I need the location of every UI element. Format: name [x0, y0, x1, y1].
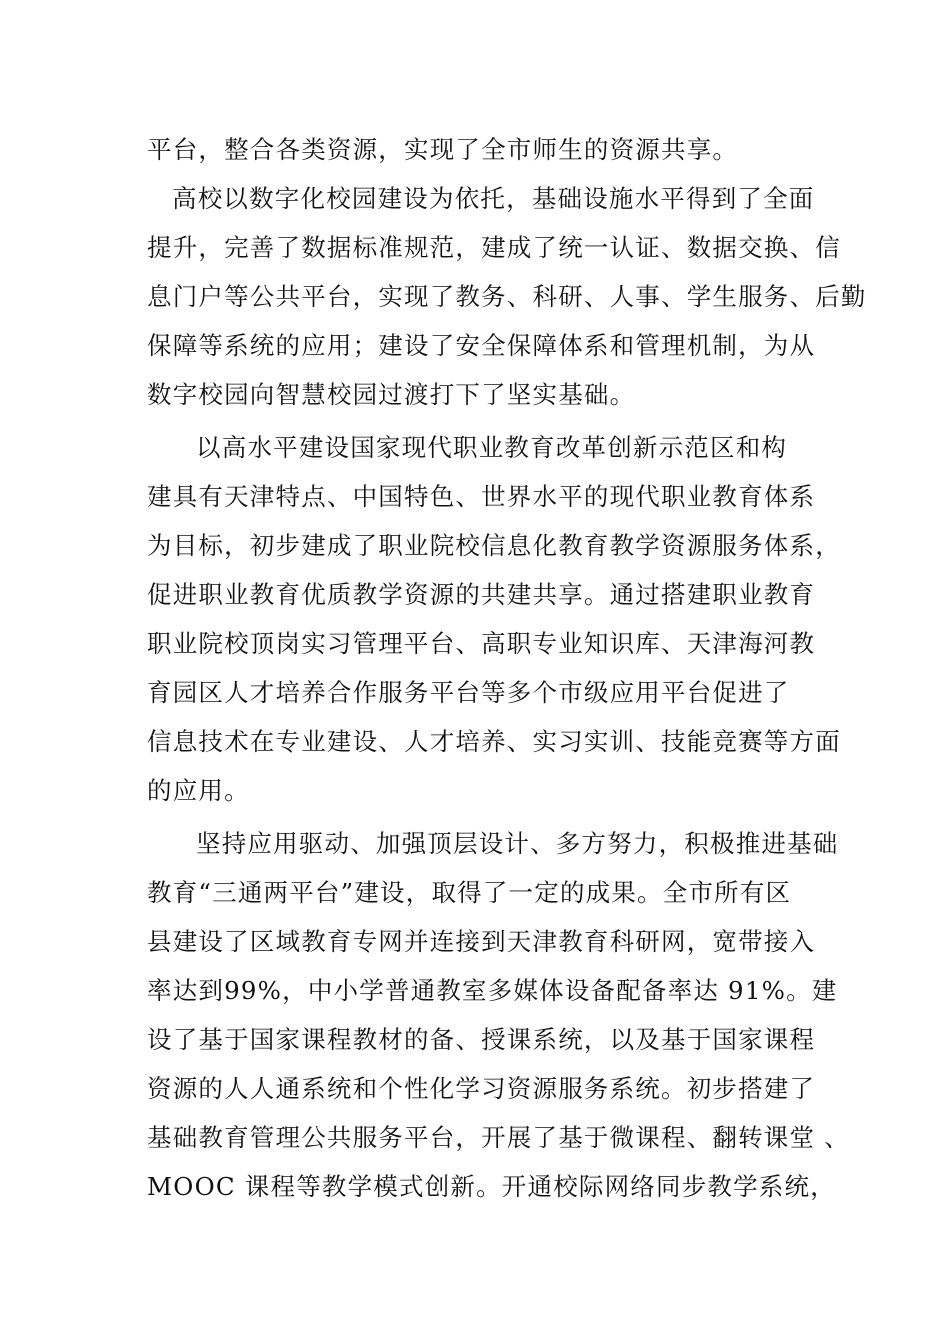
- text-line: 率达到99%，中小学普通教室多媒体设备配备率达 91%。建: [147, 976, 838, 1005]
- text-line: 提升，完善了数据标准规范，建成了统一认证、数据交换、信: [147, 233, 841, 262]
- text-line: 资源的人人通系统和个性化学习资源服务系统。初步搭建了: [147, 1074, 816, 1103]
- text-line: 建具有天津特点、中国特色、世界水平的现代职业教育体系: [147, 482, 816, 511]
- text-line: 平台，整合各类资源，实现了全市师生的资源共享。: [147, 135, 739, 164]
- text-line: 教育“三通两平台”建设，取得了一定的成果。全市所有区: [147, 878, 792, 907]
- text-line: 职业院校顶岗实习管理平台、高职专业知识库、天津海河教: [147, 629, 816, 658]
- text-line: 为目标，初步建成了职业院校信息化教育教学资源服务体系，: [147, 531, 841, 560]
- text-line: 育园区人才培养合作服务平台等多个市级应用平台促进了: [147, 678, 790, 707]
- text-line: MOOC 课程等教学模式创新。开通校际网络同步教学系统，: [147, 1172, 836, 1201]
- text-line: 数字校园向智慧校园过渡打下了坚实基础。: [147, 380, 636, 409]
- text-line: 的应用。: [147, 776, 250, 805]
- paragraph-start-line: 以高水平建设国家现代职业教育改革创新示范区和构: [196, 433, 788, 462]
- text-line: 信息技术在专业建设、人才培养、实习实训、技能竞赛等方面: [147, 727, 841, 756]
- paragraph-start-line: 坚持应用驱动、加强顶层设计、多方努力，积极推进基础: [196, 829, 839, 858]
- text-line: 县建设了区域教育专网并连接到天津教育科研网，宽带接入: [147, 927, 816, 956]
- text-line: 基础教育管理公共服务平台，开展了基于微课程、翻转课堂 、: [147, 1123, 850, 1152]
- text-line: 保障等系统的应用；建设了安全保障体系和管理机制，为从: [147, 331, 816, 360]
- text-line: 息门户等公共平台，实现了教务、科研、人事、学生服务、后勤: [147, 282, 867, 311]
- text-line: 促进职业教育优质教学资源的共建共享。通过搭建职业教育: [147, 580, 816, 609]
- text-line: 设了基于国家课程教材的备、授课系统，以及基于国家课程: [147, 1025, 816, 1054]
- paragraph-start-line: 高校以数字化校园建设为依托，基础设施水平得到了全面: [172, 184, 815, 213]
